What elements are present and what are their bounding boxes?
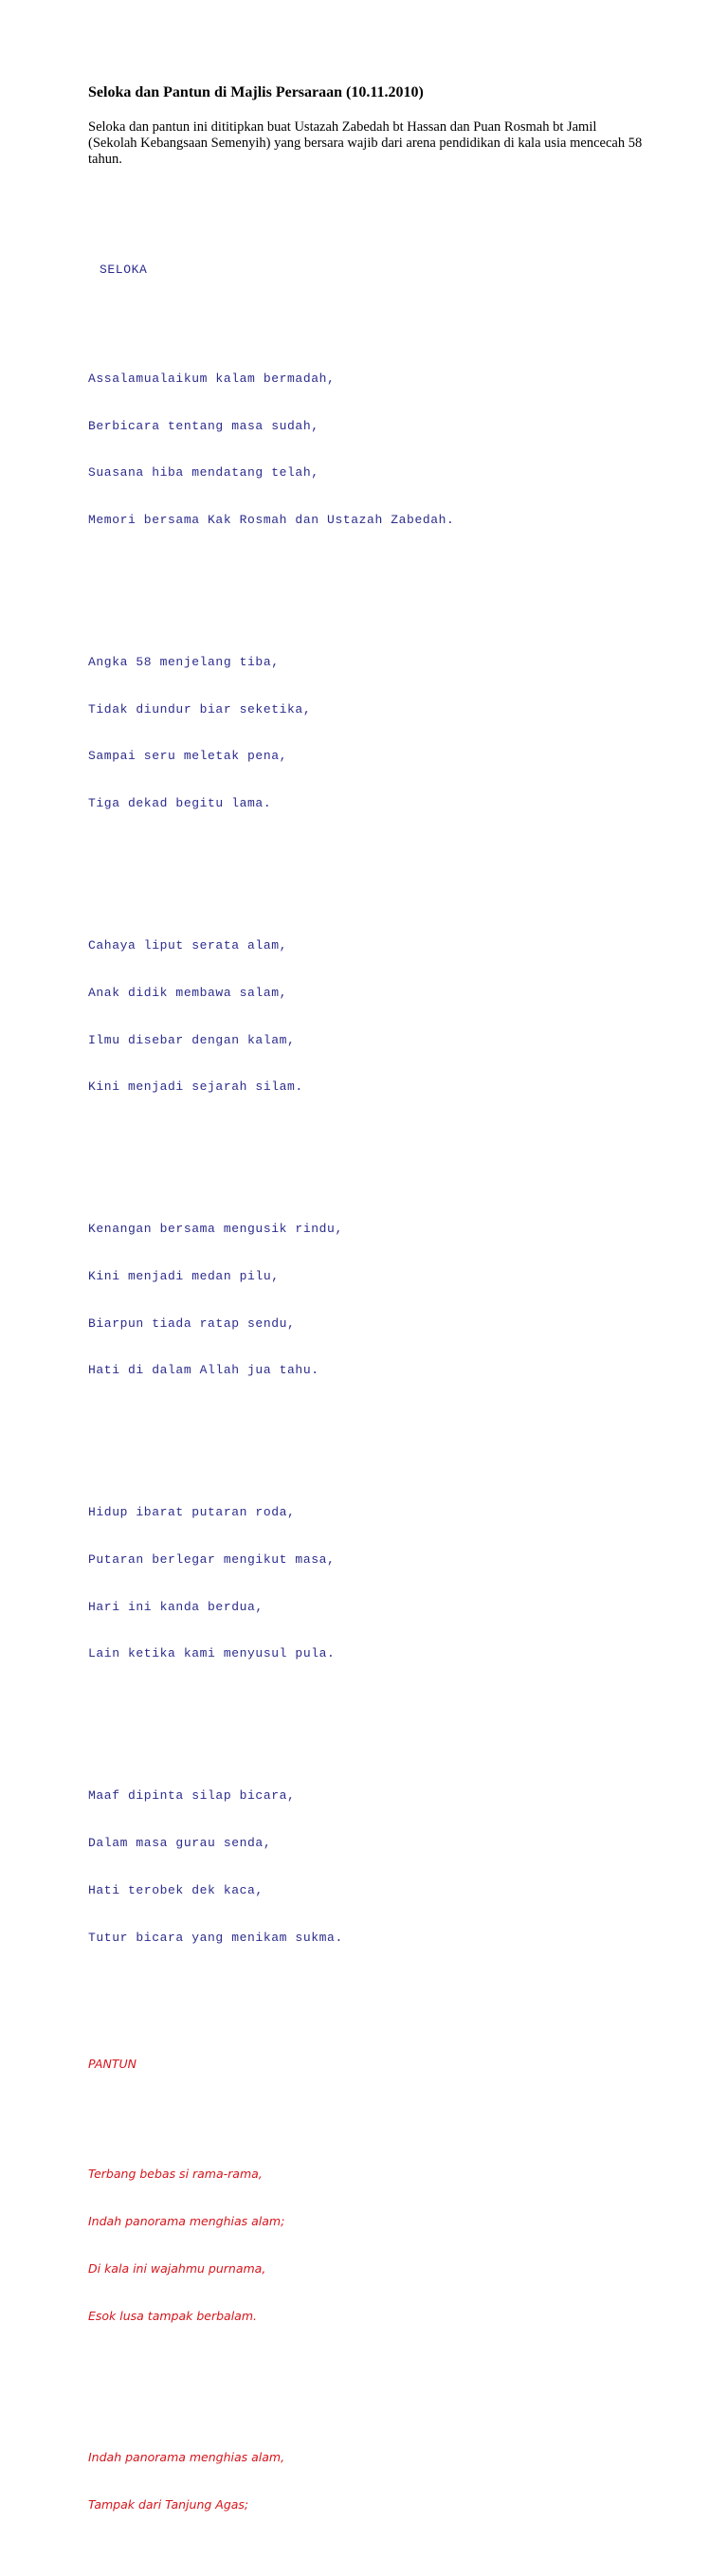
poem-line: Maaf dipinta silap bicara, (88, 1788, 296, 1804)
poem-line: Putaran berlegar mengikut masa, (88, 1551, 336, 1567)
poem-line: Berbicara tentang masa sudah, (88, 418, 319, 433)
pantun-stanza-1 (88, 2135, 666, 2355)
poem-line: Hati terobek dek kaca, (88, 1882, 264, 1897)
seloka-stanza-4 (88, 1190, 666, 1410)
poem-line: Esok lusa tampak berbalam. (88, 2308, 257, 2323)
poem-line: Anak didik membawa salam, (88, 985, 288, 1000)
pantun-stanza-2 (88, 2419, 666, 2545)
poem-line: Biarpun tiada ratap sendu, (88, 1315, 296, 1331)
pantun-section (88, 2009, 666, 2576)
poem-line: Memori bersama Kak Rosmah dan Ustazah Zabedah. (88, 513, 455, 528)
poem-line: Sampai seru meletak pena, (88, 749, 288, 764)
poem-line: Terbang bebas si rama-rama, (88, 2167, 263, 2182)
poem-line: Hati di dalam Allah jua tahu. (88, 1363, 319, 1378)
seloka-stanza-1 (88, 340, 666, 560)
seloka-stanza-6 (88, 1757, 666, 1977)
poem-line: Lain ketika kami menyusul pula. (88, 1646, 336, 1661)
poem-line: Assalamualaikum kalam bermadah, (88, 371, 336, 386)
document-title: Seloka dan Pantun di Majlis Persaraan (10.11.2010) (88, 84, 424, 100)
document-page (88, 83, 666, 2576)
poem-line: Angka 58 menjelang tiba, (88, 654, 280, 669)
intro-paragraph: Seloka dan pantun ini dititipkan buat Ustazah Zabedah bt Hassan dan Puan Rosmah bt Jamil (Sekolah Kebangsaan Semenyih) yang bersara wajib dari arena pendidikan di kala usia mencecah 58 tahun. (88, 119, 643, 167)
poem-line: Hari ini kanda berdua, (88, 1599, 264, 1614)
seloka-stanza-3 (88, 907, 666, 1127)
poem-line: Ilmu disebar dengan kalam, (88, 1032, 296, 1047)
poem-line: Kenangan bersama mengusik rindu, (88, 1222, 343, 1237)
poem-line: Kini menjadi medan pilu, (88, 1268, 280, 1283)
seloka-section (88, 168, 666, 2009)
poem-line: Di kala ini wajahmu purnama, (88, 2260, 266, 2276)
poem-line: Hidup ibarat putaran roda, (88, 1505, 296, 1520)
poem-line: Tutur bicara yang menikam sukma. (88, 1930, 343, 1945)
seloka-heading: SELOKA (100, 263, 148, 278)
poem-line: Suasana hiba mendatang telah, (88, 465, 319, 481)
pantun-heading: PANTUN (88, 2056, 136, 2071)
poem-line: Tidak diundur biar seketika, (88, 701, 312, 717)
poem-line: Indah panorama menghias alam; (88, 2214, 285, 2229)
seloka-stanza-5 (88, 1474, 666, 1694)
poem-line: Tiga dekad begitu lama. (88, 796, 272, 811)
seloka-stanza-2 (88, 624, 666, 844)
poem-line: Tampak dari Tanjung Agas; (88, 2497, 249, 2513)
poem-line: Kini menjadi sejarah silam. (88, 1079, 303, 1095)
poem-line: Indah panorama menghias alam, (88, 2450, 285, 2465)
poem-line: Cahaya liput serata alam, (88, 937, 288, 952)
poem-line: Dalam masa gurau senda, (88, 1836, 272, 1850)
